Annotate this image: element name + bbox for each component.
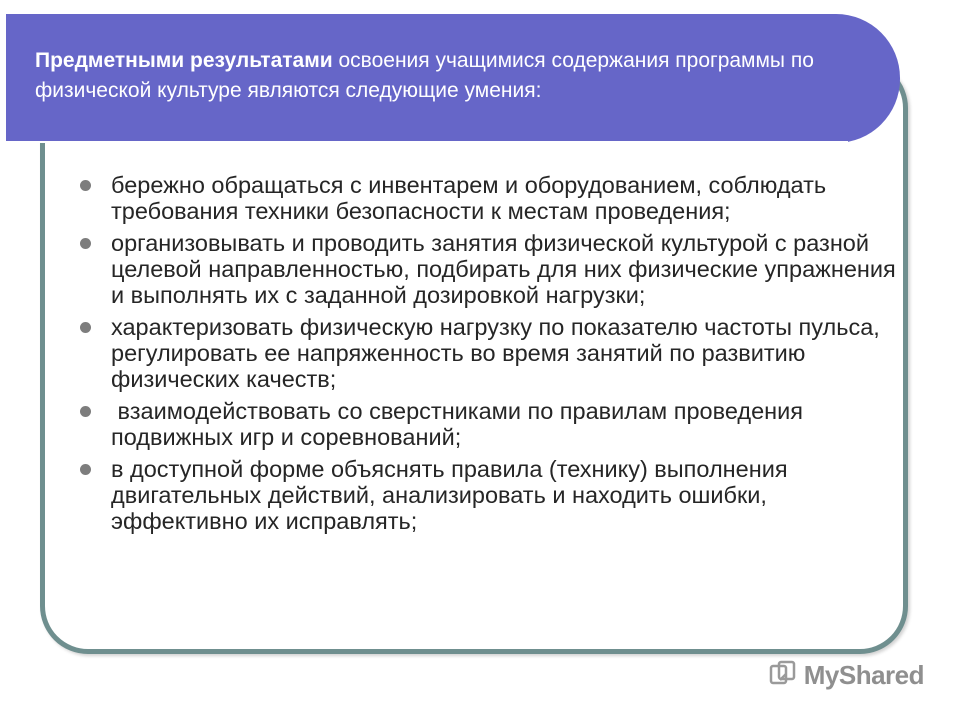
bullet-icon: [80, 322, 91, 333]
list-item-text: бережно обращаться с инвентарем и оборудованием, соблюдать требования техники безопасности к местам проведения;: [111, 172, 827, 224]
header-bold-text: Предметными результатами: [35, 49, 333, 72]
bullet-icon: [80, 180, 91, 191]
list-item-text: взаимодействовать со сверстниками по правилам проведения подвижных игр и соревнований;: [111, 398, 810, 450]
list-item-text: организовывать и проводить занятия физической культурой с разной целевой направленностью, подбирать для них физические упражнения и выполнять их с заданной дозировкой нагрузки;: [111, 230, 896, 308]
bullet-icon: [80, 464, 91, 475]
share-icon: [768, 660, 798, 690]
list-item-text: в доступной форме объяснять правила (технику) выполнения двигательных действий, анализировать и находить ошибки, эффективно их исправлять;: [111, 456, 788, 534]
list-item: [76, 456, 896, 534]
list-item: [76, 172, 896, 224]
bullet-icon: [80, 406, 91, 417]
header-rest-text: освоения учащимися содержания программы по физической культуре являются следующие умения:: [35, 49, 814, 102]
list-item: [76, 398, 896, 450]
header-text: [35, 49, 814, 102]
list-item: [76, 230, 896, 308]
header-underline: [6, 141, 848, 143]
myshared-watermark[interactable]: [768, 660, 924, 690]
bullet-icon: [80, 238, 91, 249]
skills-list: [76, 172, 896, 540]
watermark-text: MyShared: [803, 659, 924, 690]
list-item-text: характеризовать физическую нагрузку по показателю частоты пульса, регулировать ее напряженность во время занятий по развитию физических качеств;: [111, 314, 880, 392]
slide-header: [6, 14, 900, 143]
list-item: [76, 314, 896, 392]
